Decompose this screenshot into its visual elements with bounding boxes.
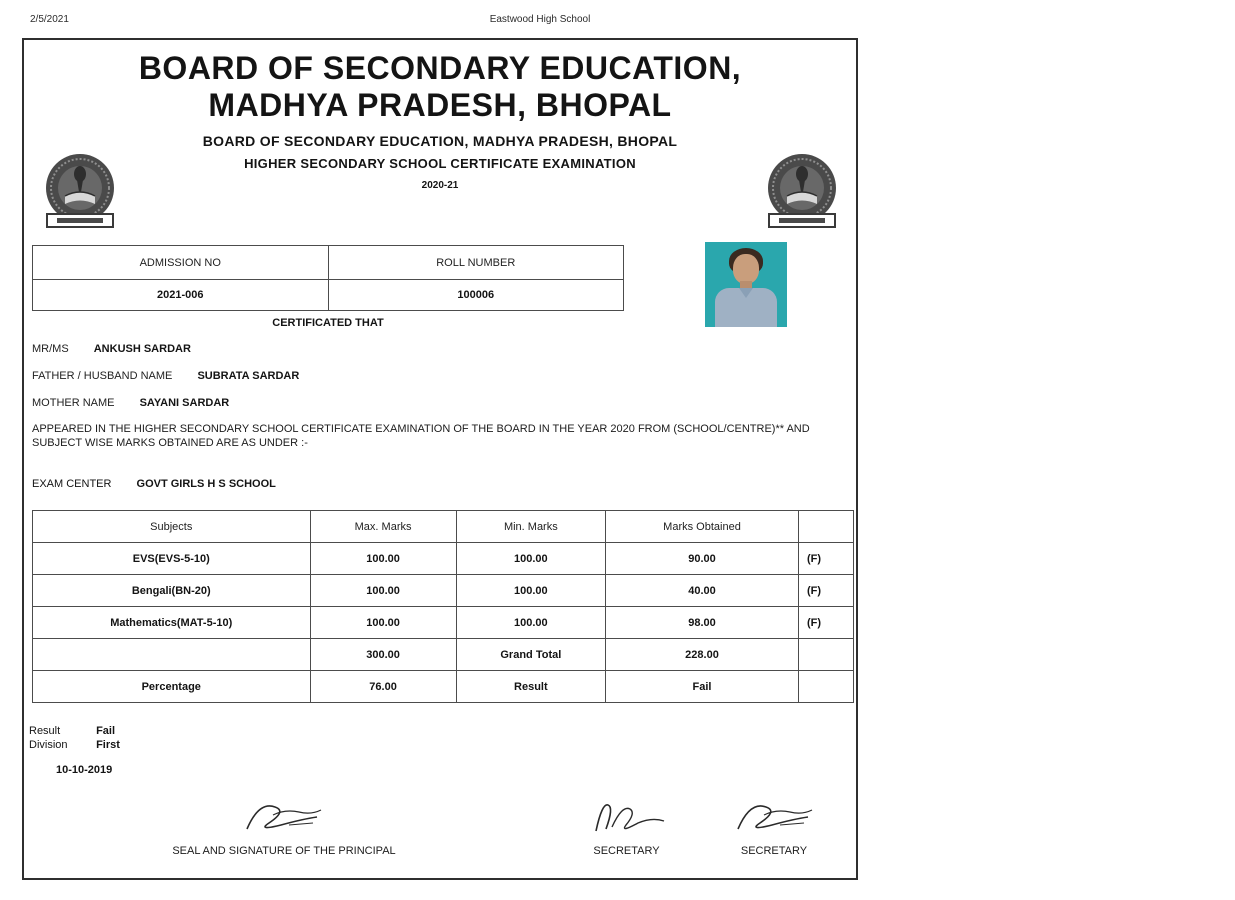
marks-obtained-cell: 90.00 (606, 543, 799, 575)
empty-cell (798, 639, 853, 671)
session-year: 2020-21 (421, 180, 459, 191)
subject-cell: EVS(EVS-5-10) (33, 543, 311, 575)
print-header (0, 14, 1235, 28)
board-subtitle: BOARD OF SECONDARY EDUCATION, MADHYA PRADESH, BHOPAL (202, 133, 678, 149)
father-name-value: SUBRATA SARDAR (197, 370, 300, 382)
max-marks-cell: 100.00 (310, 607, 456, 639)
result-value: Fail (96, 725, 116, 737)
appeared-statement: APPEARED IN THE HIGHER SECONDARY SCHOOL CERTIFICATE EXAMINATION OF THE BOARD IN THE YEAR 2020 FROM (SCHOOL/CENTRE)** AND SUBJECT WISE MARKS OBTAINED ARE AS UNDER :- (32, 423, 810, 449)
max-marks-cell: 100.00 (310, 543, 456, 575)
marks-row-percentage (33, 671, 854, 703)
principal-signature-block (139, 795, 429, 857)
marks-table (32, 510, 854, 703)
student-photo (705, 242, 787, 327)
grand-total-value: 228.00 (606, 639, 799, 671)
flag-cell: (F) (798, 543, 853, 575)
max-marks-header: Max. Marks (310, 511, 456, 543)
certified-heading: CERTIFICATED THAT (272, 317, 384, 329)
principal-signature-icon (229, 795, 339, 843)
result-summary (29, 724, 120, 777)
admission-no-header: ADMISSION NO (33, 246, 329, 280)
marks-row-grand-total (33, 639, 854, 671)
candidate-fields (32, 343, 812, 424)
secretary-signature-block (559, 795, 694, 857)
max-marks-cell: 100.00 (310, 575, 456, 607)
father-name-row (32, 370, 812, 383)
photo-face (733, 254, 759, 284)
candidate-name-value: ANKUSH SARDAR (93, 343, 191, 355)
marks-obtained-cell: 98.00 (606, 607, 799, 639)
min-marks-cell: 100.00 (456, 607, 605, 639)
result-label-cell: Result (456, 671, 605, 703)
empty-cell (798, 671, 853, 703)
board-seal-icon (759, 152, 845, 234)
min-marks-cell: 100.00 (456, 575, 605, 607)
candidate-name-row (32, 343, 812, 356)
percentage-value: 76.00 (310, 671, 456, 703)
total-max-cell: 300.00 (310, 639, 456, 671)
subject-cell: Bengali(BN-20) (33, 575, 311, 607)
mother-name-value: SAYANI SARDAR (139, 397, 230, 409)
marks-obtained-cell: 40.00 (606, 575, 799, 607)
certificate-page (22, 38, 858, 880)
secretary-signature-icon (582, 795, 672, 843)
result-row (29, 724, 120, 738)
print-page-title: Eastwood High School (489, 14, 591, 25)
admission-no-value: 2021-006 (33, 280, 329, 311)
grand-total-label: Grand Total (456, 639, 605, 671)
board-seal-icon (37, 152, 123, 234)
principal-signature-label: SEAL AND SIGNATURE OF THE PRINCIPAL (172, 845, 396, 857)
empty-cell (33, 639, 311, 671)
min-marks-header: Min. Marks (456, 511, 605, 543)
roll-number-header: ROLL NUMBER (328, 246, 624, 280)
subjects-header: Subjects (33, 511, 311, 543)
admission-table (32, 245, 624, 311)
exam-center-value: GOVT GIRLS H S SCHOOL (136, 478, 276, 490)
exam-center-row (32, 478, 276, 490)
flag-header (798, 511, 853, 543)
marks-row-bengali (33, 575, 854, 607)
marks-row-evs (33, 543, 854, 575)
flag-cell: (F) (798, 607, 853, 639)
exam-center-label: EXAM CENTER (32, 478, 112, 490)
secretary-signature-icon (724, 795, 824, 843)
secretary-signature-label: SECRETARY (593, 845, 660, 857)
division-value: First (96, 739, 120, 751)
board-title: BOARD OF SECONDARY EDUCATION, MADHYA PRADESH, BHOPAL (138, 50, 742, 123)
certificate-date: 10-10-2019 (56, 764, 113, 776)
candidate-name-label: MR/MS (32, 343, 69, 355)
flag-cell: (F) (798, 575, 853, 607)
marks-header-row (33, 511, 854, 543)
mother-name-row (32, 397, 812, 410)
roll-number-value: 100006 (328, 280, 624, 311)
result-label: Result (29, 725, 61, 737)
division-label: Division (29, 739, 68, 751)
father-name-label: FATHER / HUSBAND NAME (32, 370, 173, 382)
exam-name: HIGHER SECONDARY SCHOOL CERTIFICATE EXAMINATION (244, 156, 636, 171)
marks-row-mathematics (33, 607, 854, 639)
result-value-cell: Fail (606, 671, 799, 703)
signatures-section (24, 795, 860, 875)
secretary-signature-block (704, 795, 844, 857)
mother-name-label: MOTHER NAME (32, 397, 115, 409)
marks-obtained-header: Marks Obtained (606, 511, 799, 543)
min-marks-cell: 100.00 (456, 543, 605, 575)
percentage-label: Percentage (33, 671, 311, 703)
secretary-signature-label: SECRETARY (740, 845, 808, 857)
subject-cell: Mathematics(MAT-5-10) (33, 607, 311, 639)
division-row (29, 738, 120, 752)
print-date: 2/5/2021 (30, 14, 69, 25)
